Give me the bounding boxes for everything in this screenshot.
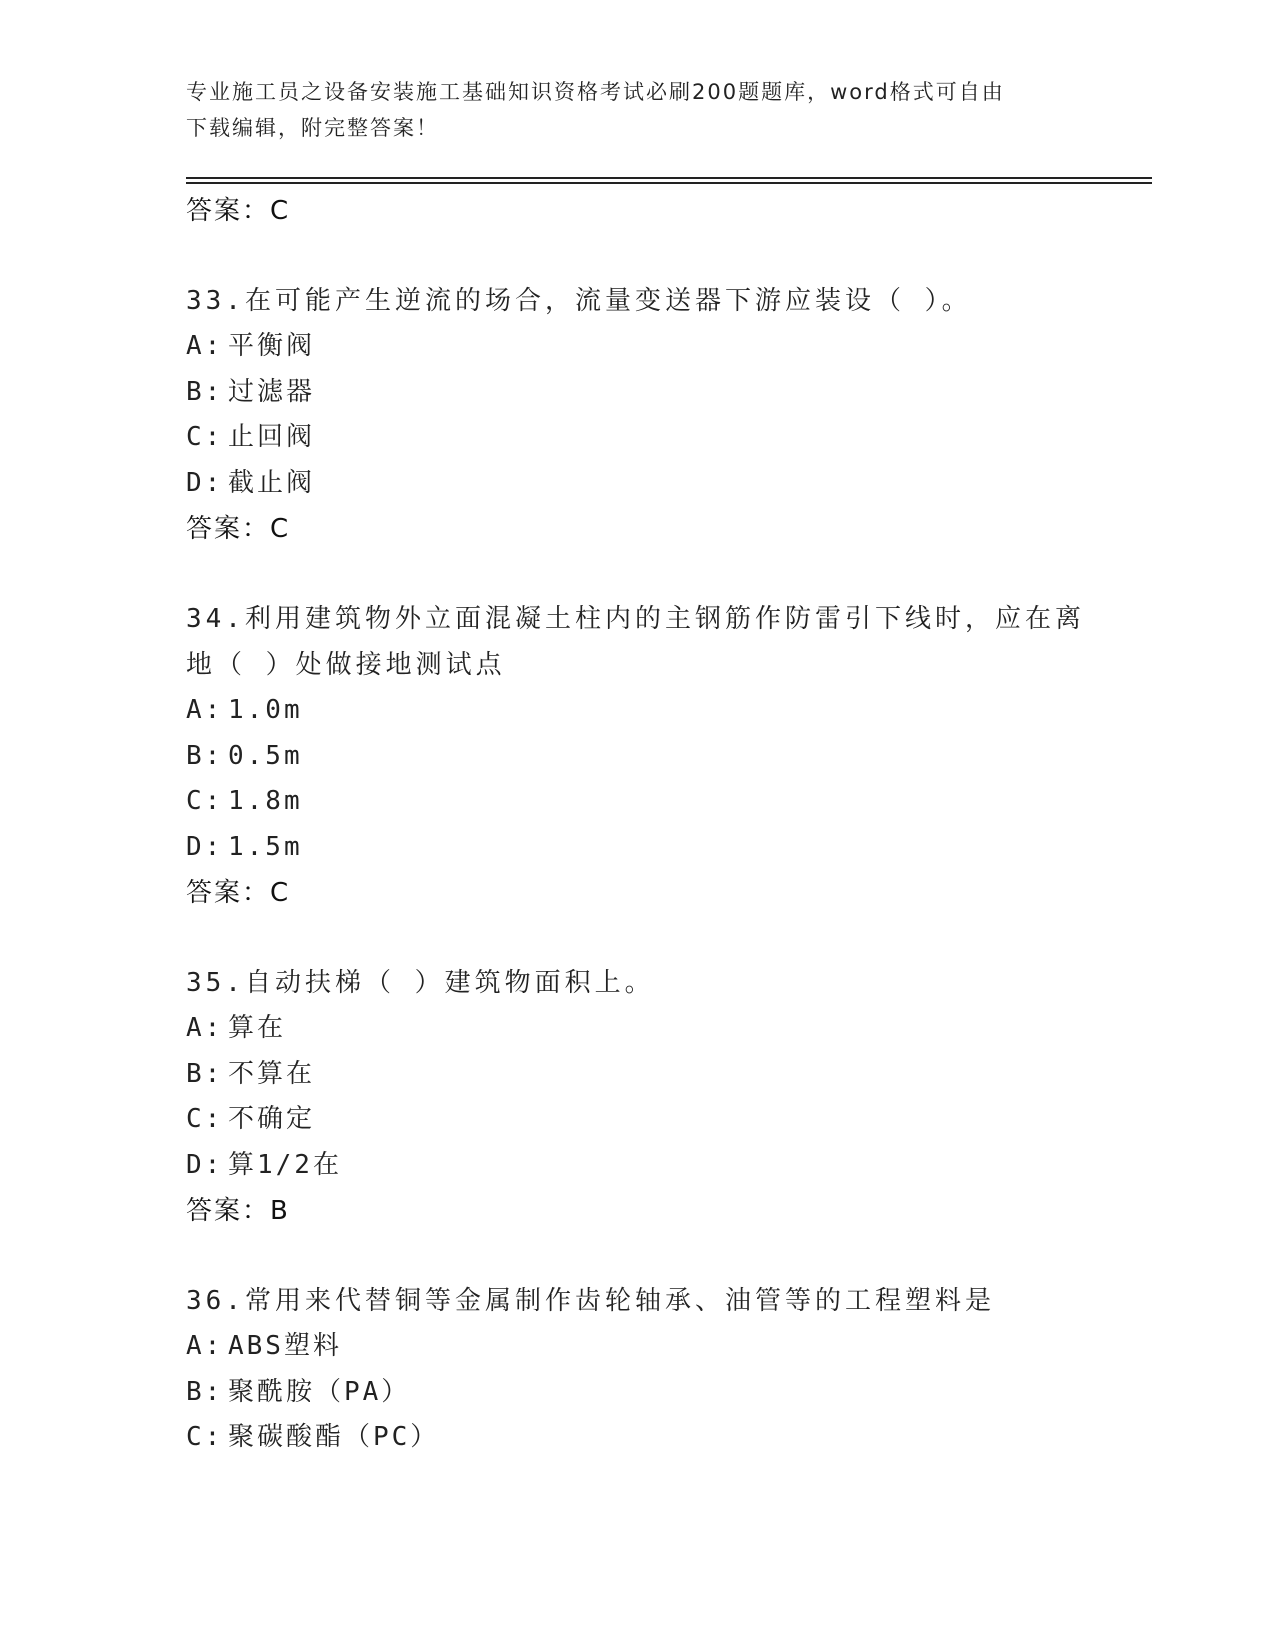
option-c <box>186 1415 1086 1461</box>
option-letter: C: <box>186 1104 224 1134</box>
option-b <box>186 1052 1086 1098</box>
option-a <box>186 324 1086 370</box>
option-b <box>186 734 1086 780</box>
question-35 <box>186 960 1086 1234</box>
option-letter: B: <box>186 1376 224 1407</box>
option-a <box>186 1324 1086 1370</box>
option-d <box>186 1143 1086 1189</box>
option-c <box>186 415 1086 461</box>
option-text: 止回阀 <box>228 422 316 452</box>
answer-35: 答案：B <box>186 1196 290 1226</box>
header-line-2: 下载编辑，附完整答案！ <box>186 116 439 140</box>
option-a <box>186 1006 1086 1052</box>
option-text: 算1/2在 <box>228 1149 342 1180</box>
option-letter: C: <box>186 1422 224 1452</box>
option-text: 过滤器 <box>228 376 316 407</box>
question-36 <box>186 1278 1086 1461</box>
option-text: 截止阀 <box>228 467 316 498</box>
option-text: ABS塑料 <box>228 1331 342 1361</box>
option-letter: D: <box>186 1149 224 1180</box>
document-body <box>186 188 1086 1461</box>
option-letter: A: <box>186 331 224 361</box>
option-letter: C: <box>186 422 224 452</box>
option-letter: A: <box>186 695 224 725</box>
option-letter: A: <box>186 1331 224 1361</box>
option-d <box>186 461 1086 507</box>
option-text: 0.5m <box>228 740 303 771</box>
option-text: 聚碳酸酯（PC） <box>228 1422 440 1452</box>
answer-34: 答案：C <box>186 878 291 908</box>
answer-32: 答案：C <box>186 196 291 226</box>
option-letter: B: <box>186 376 224 407</box>
option-letter: B: <box>186 1058 224 1089</box>
option-letter: D: <box>186 831 224 862</box>
answer-33: 答案：C <box>186 514 291 544</box>
option-text: 1.5m <box>228 831 303 862</box>
option-text: 不算在 <box>228 1058 316 1089</box>
question-text: 35.自动扶梯（ ）建筑物面积上。 <box>186 968 655 998</box>
option-d <box>186 825 1086 871</box>
header-line-1: 专业施工员之设备安装施工基础知识资格考试必刷200题题库，word格式可自由 <box>186 80 1005 104</box>
option-a <box>186 688 1086 734</box>
header-divider-top <box>186 177 1152 179</box>
option-text: 1.0m <box>228 695 303 725</box>
option-text: 不确定 <box>228 1104 316 1134</box>
option-b <box>186 1370 1086 1416</box>
header-divider-bottom <box>186 182 1152 184</box>
option-letter: D: <box>186 467 224 498</box>
option-c <box>186 1097 1086 1143</box>
question-text: 36.常用来代替铜等金属制作齿轮轴承、油管等的工程塑料是 <box>186 1286 995 1316</box>
option-letter: B: <box>186 740 224 771</box>
question-33 <box>186 278 1086 552</box>
question-34 <box>186 596 1086 916</box>
question-text: 33.在可能产生逆流的场合，流量变送器下游应装设（ ）。 <box>186 286 972 316</box>
question-text: 34.利用建筑物外立面混凝土柱内的主钢筋作防雷引下线时，应在离地（ ）处做接地测试点 <box>186 604 1085 680</box>
option-text: 1.8m <box>228 786 303 816</box>
option-text: 平衡阀 <box>228 331 316 361</box>
option-b <box>186 370 1086 416</box>
option-letter: A: <box>186 1013 224 1043</box>
option-text: 算在 <box>228 1013 287 1043</box>
option-c <box>186 779 1086 825</box>
document-header <box>186 74 1066 146</box>
option-text: 聚酰胺（PA） <box>228 1376 411 1407</box>
option-letter: C: <box>186 786 224 816</box>
